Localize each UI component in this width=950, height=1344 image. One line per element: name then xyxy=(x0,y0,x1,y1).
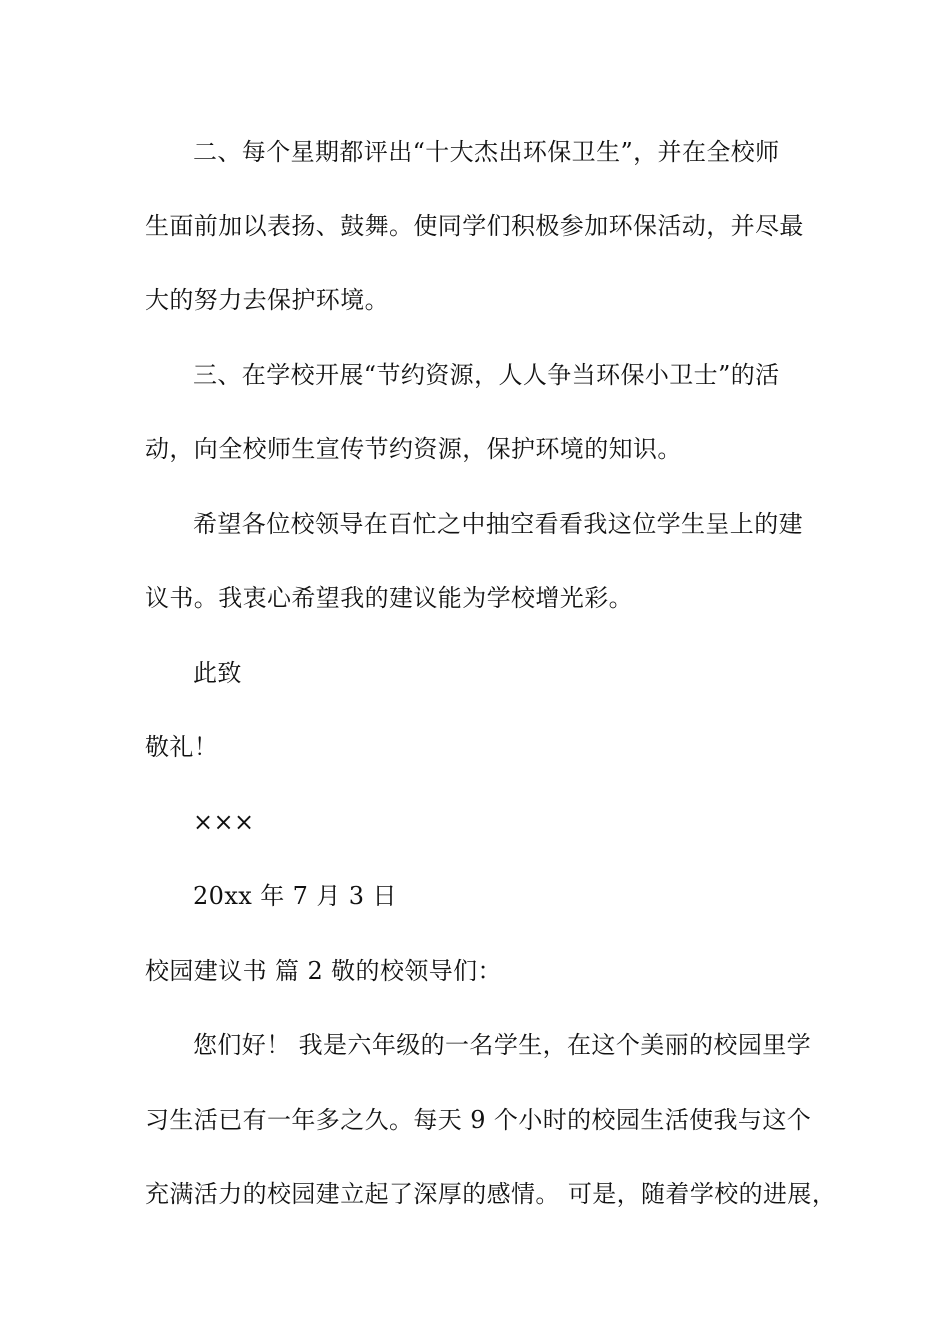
paragraph-line: 议书。我衷心希望我的建议能为学校增光彩。 xyxy=(145,584,633,612)
paragraph-line: 生面前加以表扬、鼓舞。使同学们积极参加环保活动，并尽最 xyxy=(145,212,804,240)
paragraph-line: 三、在学校开展“节约资源，人人争当环保小卫士”的活 xyxy=(193,361,780,389)
paragraph-line: 您们好！ 我是六年级的一名学生，在这个美丽的校园里学 xyxy=(193,1031,812,1059)
paragraph-line: 希望各位校领导在百忙之中抽空看看我这位学生呈上的建 xyxy=(193,510,803,538)
salutation-line: 敬礼！ xyxy=(145,733,219,761)
paragraph-line: 动，向全校师生宣传节约资源，保护环境的知识。 xyxy=(145,435,682,463)
paragraph-line: 习生活已有一年多之久。每天 9 个小时的校园生活使我与这个 xyxy=(145,1106,812,1134)
closing-line: 此致 xyxy=(193,659,242,687)
paragraph-line: 充满活力的校园建立起了深厚的感情。 可是，随着学校的进展， xyxy=(145,1180,837,1208)
signature-line: ××× xyxy=(193,808,255,836)
paragraph-line: 大的努力去保护环境。 xyxy=(145,286,389,314)
section-heading: 校园建议书 篇 2 敬的校领导们： xyxy=(145,957,502,985)
paragraph-line: 二、每个星期都评出“十大杰出环保卫生”，并在全校师 xyxy=(193,138,780,166)
date-line: 20xx 年 7 月 3 日 xyxy=(193,882,397,910)
